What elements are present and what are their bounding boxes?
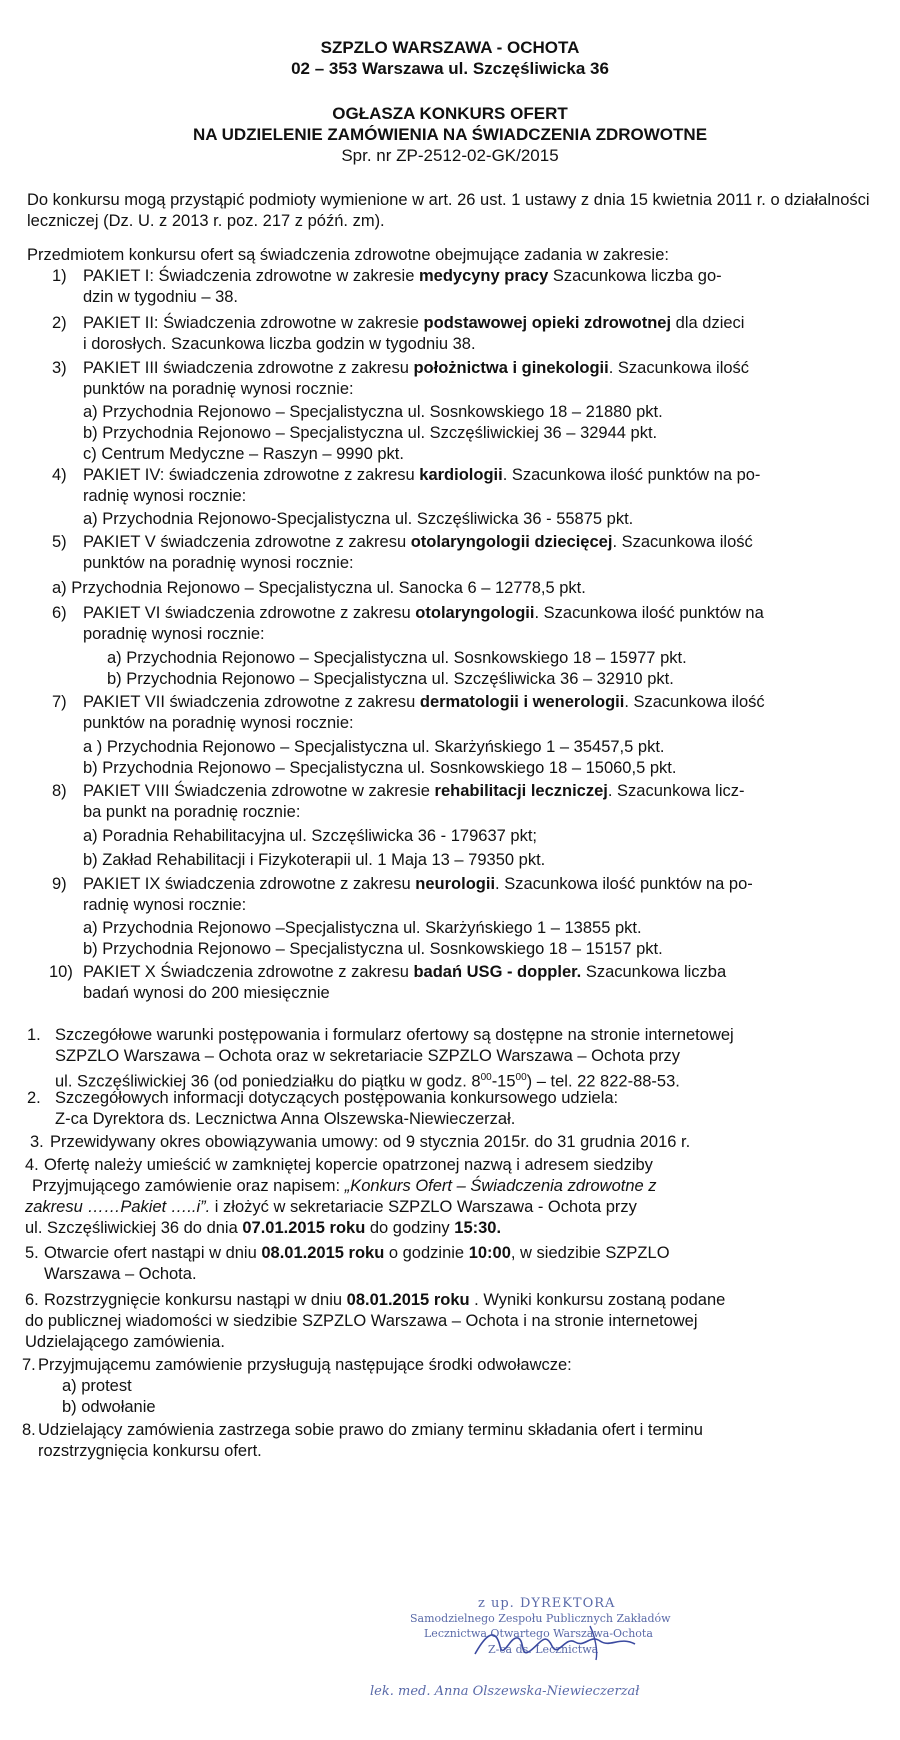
announcement-title: OGŁASZA KONKURS OFERT: [332, 104, 568, 123]
pakiet-line: ba punkt na poradnię rocznie:: [83, 803, 301, 821]
stamp-line: Samodzielnego Zespołu Publicznych Zakładów: [410, 1612, 671, 1625]
pakiet-line: PAKIET IV: świadczenia zdrowotne z zakresu kardiologii. Szacunkowa ilość punktów na po-: [83, 466, 761, 484]
facility-line: a) Przychodnia Rejonowo – Specjalistyczna ul. Sosnkowskiego 18 – 15977 pkt.: [107, 649, 687, 667]
appeal-option: b) odwołanie: [62, 1398, 156, 1416]
reference-number: Spr. nr ZP-2512-02-GK/2015: [341, 146, 559, 165]
pakiet-line: punktów na poradnię wynosi rocznie:: [83, 714, 354, 732]
director-stamp: [370, 1596, 720, 1706]
pakiet-line: PAKIET II: Świadczenia zdrowotne w zakresie podstawowej opieki zdrowotnej dla dzieci: [83, 314, 745, 332]
term-number: 6.: [25, 1291, 39, 1309]
stamp-line: z up. DYREKTORA: [478, 1596, 616, 1611]
term-number: 2.: [27, 1089, 41, 1107]
pakiet-line: dzin w tygodniu – 38.: [83, 288, 239, 306]
pakiet-number: 8): [52, 782, 67, 800]
pakiet-number: 5): [52, 533, 67, 551]
stamp-line: Lecznictwa Otwartego Warszawa-Ochota: [424, 1627, 653, 1640]
term-line: Otwarcie ofert nastąpi w dniu 08.01.2015 roku o godzinie 10:00, w siedzibie SZPZLO: [44, 1244, 670, 1262]
facility-line: b) Zakład Rehabilitacji i Fizykoterapii ul. 1 Maja 13 – 79350 pkt.: [83, 851, 546, 869]
signatory-name: lek. med. Anna Olszewska-Niewieczerzał: [370, 1684, 640, 1699]
facility-line: a) Przychodnia Rejonowo – Specjalistyczna ul. Sanocka 6 – 12778,5 pkt.: [52, 579, 586, 597]
announcement-subtitle: NA UDZIELENIE ZAMÓWIENIA NA ŚWIADCZENIA ZDROWOTNE: [192, 125, 708, 144]
term-line: Ofertę należy umieścić w zamkniętej kopercie opatrzonej nazwą i adresem siedziby: [44, 1156, 653, 1174]
term-number: 1.: [27, 1026, 41, 1044]
facility-line: a) Przychodnia Rejonowo –Specjalistyczna ul. Skarżyńskiego 1 – 13855 pkt.: [83, 919, 642, 937]
facility-line: b) Przychodnia Rejonowo – Specjalistyczna ul. Szczęśliwickiej 36 – 32944 pkt.: [83, 424, 658, 442]
pakiet-number: 9): [52, 875, 67, 893]
intro-paragraph: Do konkursu mogą przystąpić podmioty wymienione w art. 26 ust. 1 ustawy z dnia 15 kwietnia 2011 r. o działalności leczniczej (Dz. U. z 2013 r. poz. 217 z późń. zm).: [27, 191, 870, 230]
term-line: Przyjmującemu zamówienie przysługują następujące środki odwoławcze:: [38, 1356, 572, 1374]
pakiet-line: badań wynosi do 200 miesięcznie: [83, 984, 330, 1002]
pakiet-line: radnię wynosi rocznie:: [83, 487, 247, 505]
term-number: 3.: [30, 1133, 44, 1151]
pakiet-line: PAKIET VIII Świadczenia zdrowotne w zakresie rehabilitacji leczniczej. Szacunkowa licz-: [83, 782, 745, 800]
pakiet-line: i dorosłych. Szacunkowa liczba godzin w tygodniu 38.: [83, 335, 476, 353]
subject-intro: Przedmiotem konkursu ofert są świadczenia zdrowotne obejmujące zadania w zakresie:: [27, 246, 669, 264]
term-line: zakresu ……Pakiet …..i”. i złożyć w sekretariacie SZPZLO Warszawa - Ochota przy: [25, 1198, 637, 1216]
term-number: 4.: [25, 1156, 39, 1174]
term-line: Udzielający zamówienia zastrzega sobie prawo do zmiany terminu składania ofert i terminu: [38, 1421, 703, 1439]
pakiet-line: punktów na poradnię wynosi rocznie:: [83, 554, 354, 572]
pakiet-number: 7): [52, 693, 67, 711]
facility-line: a) Przychodnia Rejonowo – Specjalistyczna ul. Sosnkowskiego 18 – 21880 pkt.: [83, 403, 663, 421]
term-line: Rozstrzygnięcie konkursu nastąpi w dniu 08.01.2015 roku . Wyniki konkursu zostaną podane: [44, 1291, 726, 1309]
pakiet-line: PAKIET X Świadczenia zdrowotne z zakresu badań USG - doppler. Szacunkowa liczba: [83, 963, 727, 981]
term-line: ul. Szczęśliwickiej 36 do dnia 07.01.2015 roku do godziny 15:30.: [25, 1219, 502, 1237]
pakiet-number: 3): [52, 359, 67, 377]
term-line: Szczegółowe warunki postępowania i formularz ofertowy są dostępne na stronie internetowej: [55, 1026, 734, 1044]
pakiet-number: 6): [52, 604, 67, 622]
pakiet-line: PAKIET IX świadczenia zdrowotne z zakresu neurologii. Szacunkowa ilość punktów na po-: [83, 875, 753, 893]
facility-line: b) Przychodnia Rejonowo – Specjalistyczna ul. Sosnkowskiego 18 – 15060,5 pkt.: [83, 759, 677, 777]
term-number: 7.: [22, 1356, 36, 1374]
org-address: 02 – 353 Warszawa ul. Szczęśliwicka 36: [291, 59, 609, 78]
pakiet-number: 1): [52, 267, 67, 285]
term-number: 8.: [22, 1421, 36, 1439]
facility-line: a ) Przychodnia Rejonowo – Specjalistyczna ul. Skarżyńskiego 1 – 35457,5 pkt.: [83, 738, 665, 756]
term-number: 5.: [25, 1244, 39, 1262]
pakiet-line: PAKIET III świadczenia zdrowotne z zakresu położnictwa i ginekologii. Szacunkowa ilość: [83, 359, 750, 377]
pakiet-line: poradnię wynosi rocznie:: [83, 625, 265, 643]
appeal-option: a) protest: [62, 1377, 132, 1395]
pakiet-line: PAKIET VI świadczenia zdrowotne z zakresu otolaryngologii. Szacunkowa ilość punktów na: [83, 604, 764, 622]
facility-line: b) Przychodnia Rejonowo – Specjalistyczna ul. Szczęśliwicka 36 – 32910 pkt.: [107, 670, 674, 688]
pakiet-line: PAKIET VII świadczenia zdrowotne z zakresu dermatologii i wenerologii. Szacunkowa ilość: [83, 693, 765, 711]
term-line: Z-ca Dyrektora ds. Lecznictwa Anna Olszewska-Niewieczerzał.: [55, 1110, 516, 1128]
term-line: SZPZLO Warszawa – Ochota oraz w sekretariacie SZPZLO Warszawa – Ochota przy: [55, 1047, 681, 1065]
facility-line: b) Przychodnia Rejonowo – Specjalistyczna ul. Sosnkowskiego 18 – 15157 pkt.: [83, 940, 663, 958]
org-name: SZPZLO WARSZAWA - OCHOTA: [320, 38, 580, 57]
term-line: Warszawa – Ochota.: [44, 1265, 197, 1283]
term-line: Przewidywany okres obowiązywania umowy: od 9 stycznia 2015r. do 31 grudnia 2016 r.: [50, 1133, 691, 1151]
pakiet-number: 10): [49, 963, 73, 981]
pakiet-number: 2): [52, 314, 67, 332]
pakiet-line: radnię wynosi rocznie:: [83, 896, 247, 914]
term-line: Przyjmującego zamówienie oraz napisem: „Konkurs Ofert – Świadczenia zdrowotne z: [32, 1177, 657, 1195]
facility-line: c) Centrum Medyczne – Raszyn – 9990 pkt.: [83, 445, 404, 463]
pakiet-line: punktów na poradnię wynosi rocznie:: [83, 380, 354, 398]
term-line: Udzielającego zamówienia.: [25, 1333, 225, 1351]
pakiet-line: PAKIET V świadczenia zdrowotne z zakresu otolaryngologii dziecięcej. Szacunkowa ilość: [83, 533, 753, 551]
pakiet-line: PAKIET I: Świadczenia zdrowotne w zakresie medycyny pracy Szacunkowa liczba go-: [83, 267, 722, 285]
facility-line: a) Przychodnia Rejonowo-Specjalistyczna ul. Szczęśliwicka 36 - 55875 pkt.: [83, 510, 634, 528]
term-line: do publicznej wiadomości w siedzibie SZPZLO Warszawa – Ochota i na stronie internetowej: [25, 1312, 698, 1330]
handwritten-signature: [470, 1616, 670, 1666]
term-line: ul. Szczęśliwickiej 36 (od poniedziałku do piątku w godz. $8^{00}-15^{00}$) – tel. 22 822-88-53.: [55, 1072, 680, 1091]
stamp-line: Z-ca ds. Lecznictwa: [488, 1643, 599, 1656]
pakiet-number: 4): [52, 466, 67, 484]
facility-line: a) Poradnia Rehabilitacyjna ul. Szczęśliwicka 36 - 179637 pkt;: [83, 827, 537, 845]
term-line: rozstrzygnięcia konkursu ofert.: [38, 1442, 262, 1460]
term-line: Szczegółowych informacji dotyczących postępowania konkursowego udziela:: [55, 1089, 619, 1107]
